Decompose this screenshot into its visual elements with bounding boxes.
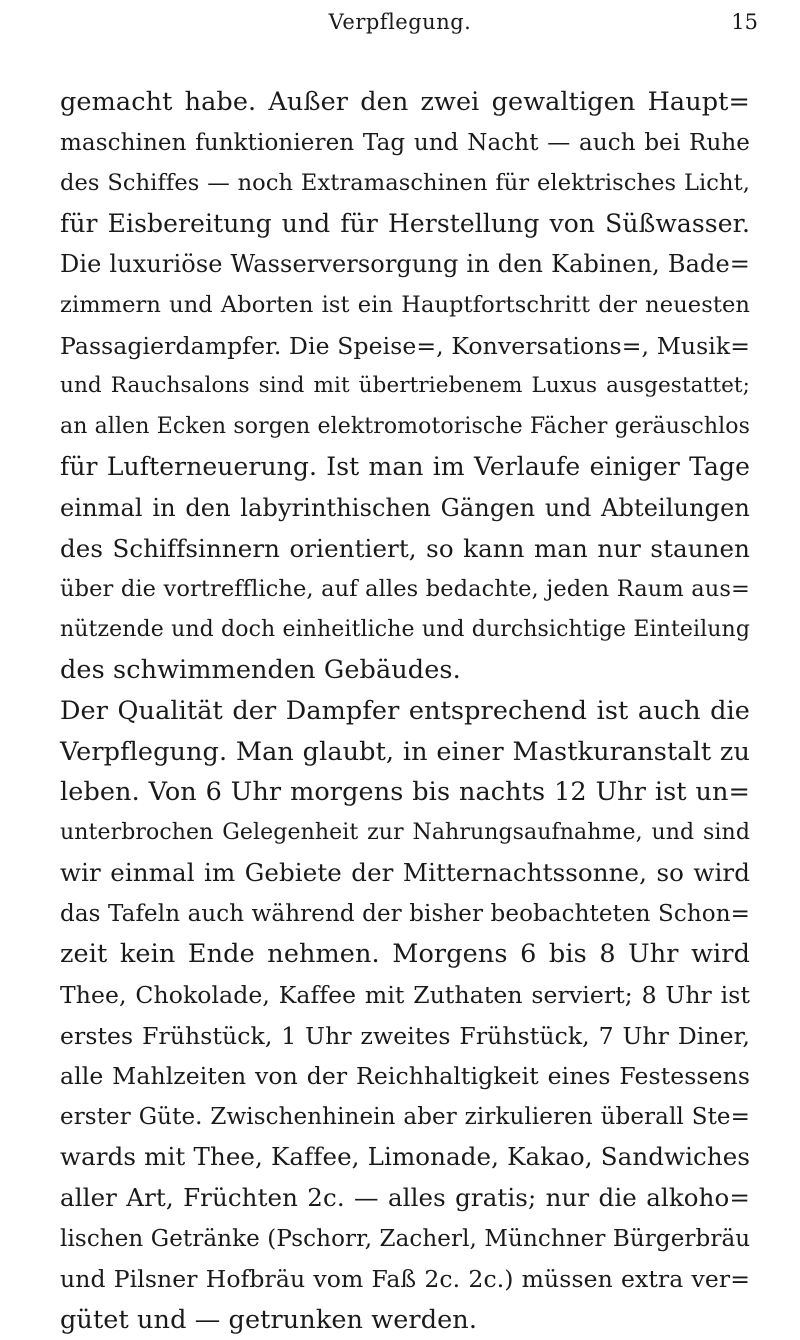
text-line: über die vortreffliche, auf alles bedachte, jeden Raum aus= (60, 576, 750, 603)
text-line: gemacht habe. Außer den zwei gewaltigen Haupt= (60, 87, 750, 117)
text-line: das Tafeln auch während der bisher beobachteten Schon= (60, 900, 750, 927)
text-line: für Lufterneuerung. Ist man im Verlaufe einiger Tage (60, 452, 750, 482)
text-line: des schwimmenden Gebäudes. (60, 655, 461, 686)
text-line: erster Güte. Zwischenhinein aber zirkulieren überall Ste= (60, 1103, 750, 1130)
running-title: Verpflegung. (328, 10, 472, 34)
text-line: maschinen funktionieren Tag und Nacht — auch bei Ruhe (60, 129, 750, 156)
text-line: des Schiffes — noch Extramaschinen für elektrisches Licht, (60, 170, 750, 197)
text-line: zeit kein Ende nehmen. Morgens 6 bis 8 Uhr wird (60, 939, 750, 970)
text-line: an allen Ecken sorgen elektromotorische Fächer geräuschlos (60, 413, 750, 439)
page-number: 15 (731, 10, 758, 34)
text-line: zimmern und Aborten ist ein Hauptfortschritt der neuesten (60, 291, 750, 318)
text-line: Die luxuriöse Wasserversorgung in den Kabinen, Bade= (60, 250, 750, 279)
text-line: gütet und — getrunken werden. (60, 1304, 478, 1335)
body-text (60, 82, 750, 1340)
text-line: wards mit Thee, Kaffee, Limonade, Kakao, Sandwiches (60, 1142, 750, 1172)
text-line: des Schiffsinnern orientiert, so kann man nur staunen (60, 533, 750, 563)
text-line: und Pilsner Hofbräu vom Faß 2c. 2c.) müssen extra ver= (60, 1265, 750, 1294)
text-line: einmal in den labyrinthischen Gängen und Abteilungen (60, 493, 750, 522)
text-line: für Eisbereitung und für Herstellung von Süßwasser. (60, 208, 750, 238)
text-line: wir einmal im Gebiete der Mitternachtssonne, so wird (60, 858, 750, 888)
text-line: Der Qualität der Dampfer entsprechend ist auch die (60, 695, 750, 726)
text-line: aller Art, Früchten 2c. — alles gratis; nur die alkoho= (60, 1183, 750, 1213)
text-line: Passagierdampfer. Die Speise=, Konversations=, Musik= (60, 331, 750, 360)
text-line: und Rauchsalons sind mit übertriebenem Luxus ausgestattet; (60, 373, 750, 399)
text-line: Thee, Chokolade, Kaffee mit Zuthaten serviert; 8 Uhr ist (60, 981, 750, 1010)
text-line: nützende und doch einheitliche und durchsichtige Einteilung (60, 616, 750, 642)
text-line: alle Mahlzeiten von der Reichhaltigkeit eines Festessens (60, 1062, 750, 1091)
text-line: unterbrochen Gelegenheit zur Nahrungsaufnahme, und sind (60, 819, 750, 845)
text-line: lischen Getränke (Pschorr, Zacherl, Münchner Bürgerbräu (60, 1225, 751, 1252)
text-line: Verpflegung. Man glaubt, in einer Mastkuranstalt zu (60, 736, 750, 767)
running-head (0, 6, 800, 42)
text-line: leben. Von 6 Uhr morgens bis nachts 12 Uhr ist un= (60, 777, 750, 808)
text-line: erstes Frühstück, 1 Uhr zweites Frühstück, 7 Uhr Diner, (60, 1021, 750, 1050)
